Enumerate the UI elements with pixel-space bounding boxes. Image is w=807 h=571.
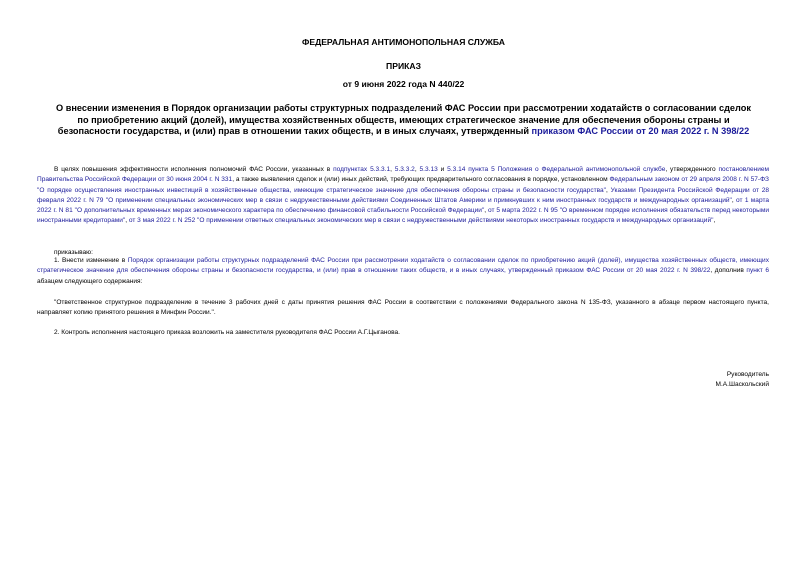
- preamble-link[interactable]: подпунктах 5.3.3.1: [333, 166, 391, 173]
- preamble-link[interactable]: 5.3.14 пункта 5 Положения о Федеральной антимонопольной службе: [447, 166, 666, 173]
- quote-paragraph: "Ответственное структурное подразделение в течение 3 рабочих дней с даты принятия решения ФАС России в соответствии с положениями Федерального закона N 135-ФЗ, указанного в абзаце первом настоящего пункта, направляет копию принятого решения в Минфин России.".: [37, 299, 769, 317]
- document-date: от 9 июня 2022 года N 440/22: [342, 79, 465, 89]
- agency-name: ФЕДЕРАЛЬНАЯ АНТИМОНОПОЛЬНАЯ СЛУЖБА: [302, 37, 505, 47]
- preamble-text: , утвержденного: [665, 166, 719, 173]
- preamble-link[interactable]: от 5 марта 2022 г. N 95 "О временном порядке исполнения обязательств перед некоторыми иностранными кредиторами": [37, 207, 769, 225]
- item-1-link[interactable]: приказом ФАС России от 20 мая 2022 г. N 398/22: [555, 267, 711, 275]
- preamble-text: и: [437, 166, 448, 173]
- item-1-paragraph: [37, 256, 769, 287]
- item-1-text: 1. Внести изменение в: [54, 257, 128, 264]
- preamble-text: ,: [414, 166, 420, 173]
- title-link[interactable]: приказом ФАС России от 20 мая 2022 г. N 398/22: [531, 126, 750, 136]
- preamble-text: ,: [731, 196, 737, 204]
- preamble-link[interactable]: 5.3.13: [419, 166, 438, 173]
- preamble-link[interactable]: постановлением Правительства Российской Федерации от 30 июня 2004 г. N 331: [37, 166, 770, 184]
- item-1-text: абзацем следующего содержания:: [37, 277, 143, 285]
- preamble-link[interactable]: от 3 мая 2022 г. N 252 "О применении ответных специальных экономических мер в связи с недружественными действиями некоторых иностранных государств и международных организаций": [128, 217, 714, 225]
- preamble-text: ,: [125, 217, 129, 225]
- document-title: [55, 103, 752, 138]
- item-1-text: , дополнив: [710, 267, 747, 275]
- preamble-link[interactable]: Федеральным законом от 29 апреля 2008 г. N 57-ФЗ "О порядке осуществления иностранных инвестиций в хозяйственные общества, имеющие стратегическое значение для обеспечения обороны страны и безопасности государства": [37, 176, 770, 194]
- preamble-paragraph: [37, 165, 769, 227]
- preamble-text: ,: [390, 166, 395, 173]
- preamble-text: , а также выявления сделок и (или) иных действий, требующих предварительного согласования в порядке, установленном: [232, 176, 610, 184]
- title-text: О внесении изменения в Порядок организации работы структурных подразделений ФАС России при рассмотрении ходатайств о согласовании сделок по приобретению акций (долей), имущества хозяйственных обществ, имеющих стратегическое значение для обеспечения обороны страны и безопасности государства, и (или) прав в отношении таких обществ, и в иных случаях, утвержденный: [56, 103, 751, 136]
- signature-role: Руководитель: [726, 371, 769, 378]
- item-2-paragraph: 2. Контроль исполнения настоящего приказа возложить на заместителя руководителя ФАС России А.Г.Цыганова.: [54, 329, 400, 336]
- order-word: приказываю:: [54, 249, 93, 256]
- preamble-text: ,: [713, 217, 716, 225]
- preamble-text: ,: [484, 207, 489, 215]
- preamble-link[interactable]: 5.3.3.2: [394, 166, 415, 173]
- item-1-link[interactable]: пункт 6: [746, 267, 769, 275]
- preamble-text: В целях повышения эффективности исполнения полномочий ФАС России, указанных в: [54, 166, 334, 173]
- signature-name: М.А.Шаскольский: [715, 381, 769, 388]
- preamble-link[interactable]: от 1 марта 2022 г. N 81 "О дополнительных временных мерах экономического характера по обеспечению финансовой стабильности Российской Федерации": [37, 196, 770, 215]
- item-1-link[interactable]: Порядок организации работы структурных подразделений ФАС России при рассмотрении ходатайств о согласовании сделок по приобретению акций (долей), имущества хозяйственных обществ, имеющих стратегическое значение для обеспечения обороны страны и безопасности государства, и (или) прав в отношении таких обществ, и в иных случаях, утвержденный: [37, 257, 769, 275]
- document-type: ПРИКАЗ: [386, 61, 421, 71]
- preamble-link[interactable]: Указами Президента Российской Федерации от 28 февраля 2022 г. N 79 "О применении специальных экономических мер в связи с недружественными действиями Соединенных Штатов Америки и примкнувших к ним иностранных государств и международных организаций": [37, 186, 769, 204]
- preamble-text: ,: [605, 186, 611, 194]
